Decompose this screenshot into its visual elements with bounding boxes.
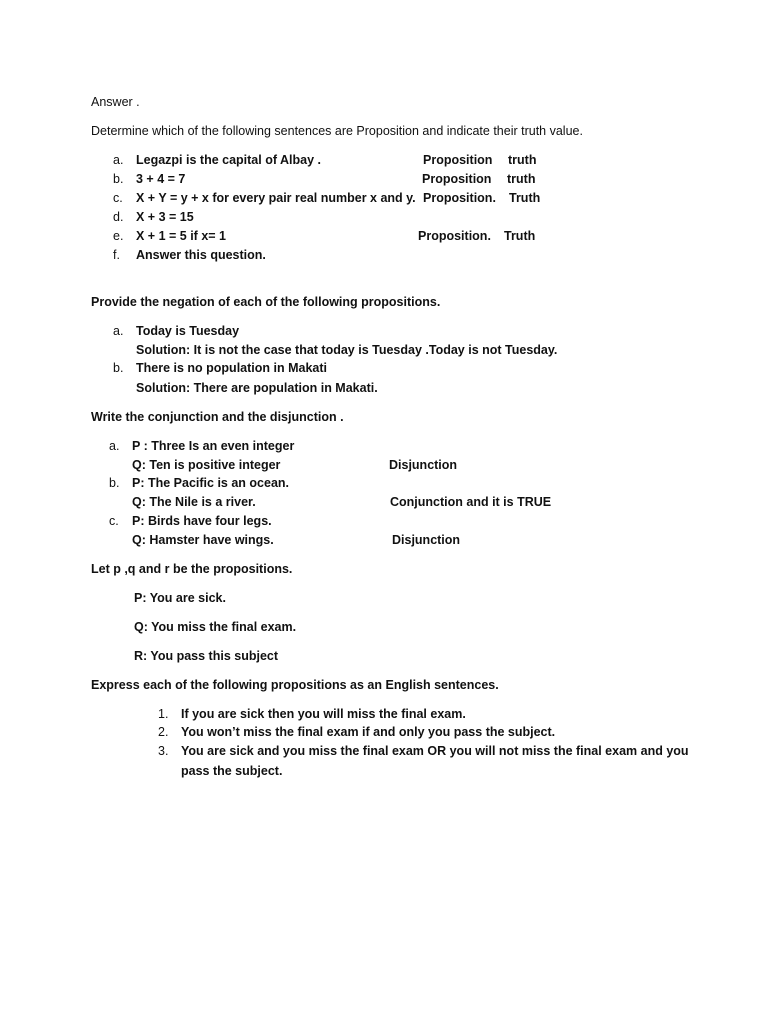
proposition-definition: P: You are sick. — [134, 591, 226, 605]
list-marker: b. — [109, 476, 120, 490]
list-marker: b. — [113, 361, 124, 375]
proposition-label: Proposition — [423, 153, 493, 167]
list-marker: c. — [113, 191, 123, 205]
proposition-definition: R: You pass this subject — [134, 649, 279, 663]
list-item-text-continued: pass the subject. — [181, 764, 283, 778]
section1-instruction: Determine which of the following sentences are Proposition and indicate their truth value. — [91, 124, 583, 138]
proposition-label: Proposition. — [418, 229, 491, 243]
list-item-text: If you are sick then you will miss the final exam. — [181, 707, 466, 721]
list-marker: b. — [113, 172, 124, 186]
proposition-p: P: Birds have four legs. — [132, 514, 272, 528]
list-marker: a. — [113, 324, 124, 338]
list-item-text: You won’t miss the final exam if and only you pass the subject. — [181, 725, 556, 739]
list-marker: d. — [113, 210, 124, 224]
list-item-text: You are sick and you miss the final exam OR you will not miss the final exam and you — [181, 744, 689, 758]
section5-instruction: Express each of the following propositions as an English sentences. — [91, 678, 499, 692]
list-item-text: Answer this question. — [136, 248, 266, 262]
proposition-p: P: The Pacific is an ocean. — [132, 476, 290, 490]
list-item-text: There is no population in Makati — [136, 361, 327, 375]
list-marker: 2. — [158, 725, 169, 739]
list-item-text: 3 + 4 = 7 — [136, 172, 186, 186]
proposition-p: P : Three Is an even integer — [132, 439, 295, 453]
proposition-q: Q: The Nile is a river. — [132, 495, 256, 509]
list-item-text: Legazpi is the capital of Albay . — [136, 153, 321, 167]
section3-instruction: Write the conjunction and the disjunction . — [91, 410, 344, 424]
proposition-definition: Q: You miss the final exam. — [134, 620, 297, 634]
proposition-label: Proposition — [422, 172, 492, 186]
list-item-text: X + 1 = 5 if x= 1 — [136, 229, 226, 243]
list-marker: c. — [109, 514, 119, 528]
proposition-label: Proposition. — [423, 191, 496, 205]
answer-text: Conjunction and it is TRUE — [390, 495, 552, 509]
section2-instruction: Provide the negation of each of the following propositions. — [91, 295, 441, 309]
truth-value: Truth — [509, 191, 541, 205]
answer-label: Answer . — [91, 95, 140, 109]
truth-value: truth — [508, 153, 537, 167]
truth-value: truth — [507, 172, 536, 186]
list-marker: e. — [113, 229, 124, 243]
proposition-q: Q: Hamster have wings. — [132, 533, 274, 547]
list-item-text: X + 3 = 15 — [136, 210, 194, 224]
answer-text: Disjunction — [392, 533, 461, 547]
list-marker: a. — [109, 439, 120, 453]
list-marker: 3. — [158, 744, 169, 758]
answer-text: Disjunction — [389, 458, 458, 472]
list-item-text: Today is Tuesday — [136, 324, 240, 338]
section4-instruction: Let p ,q and r be the propositions. — [91, 562, 293, 576]
list-item-text: X + Y = y + x for every pair real number x and y. — [136, 191, 416, 205]
solution-text: Solution: There are population in Makati. — [136, 381, 378, 395]
truth-value: Truth — [504, 229, 536, 243]
proposition-q: Q: Ten is positive integer — [132, 458, 281, 472]
list-marker: 1. — [158, 707, 169, 721]
solution-text: Solution: It is not the case that today is Tuesday .Today is not Tuesday. — [136, 343, 558, 357]
list-marker: a. — [113, 153, 124, 167]
list-marker: f. — [113, 248, 120, 262]
